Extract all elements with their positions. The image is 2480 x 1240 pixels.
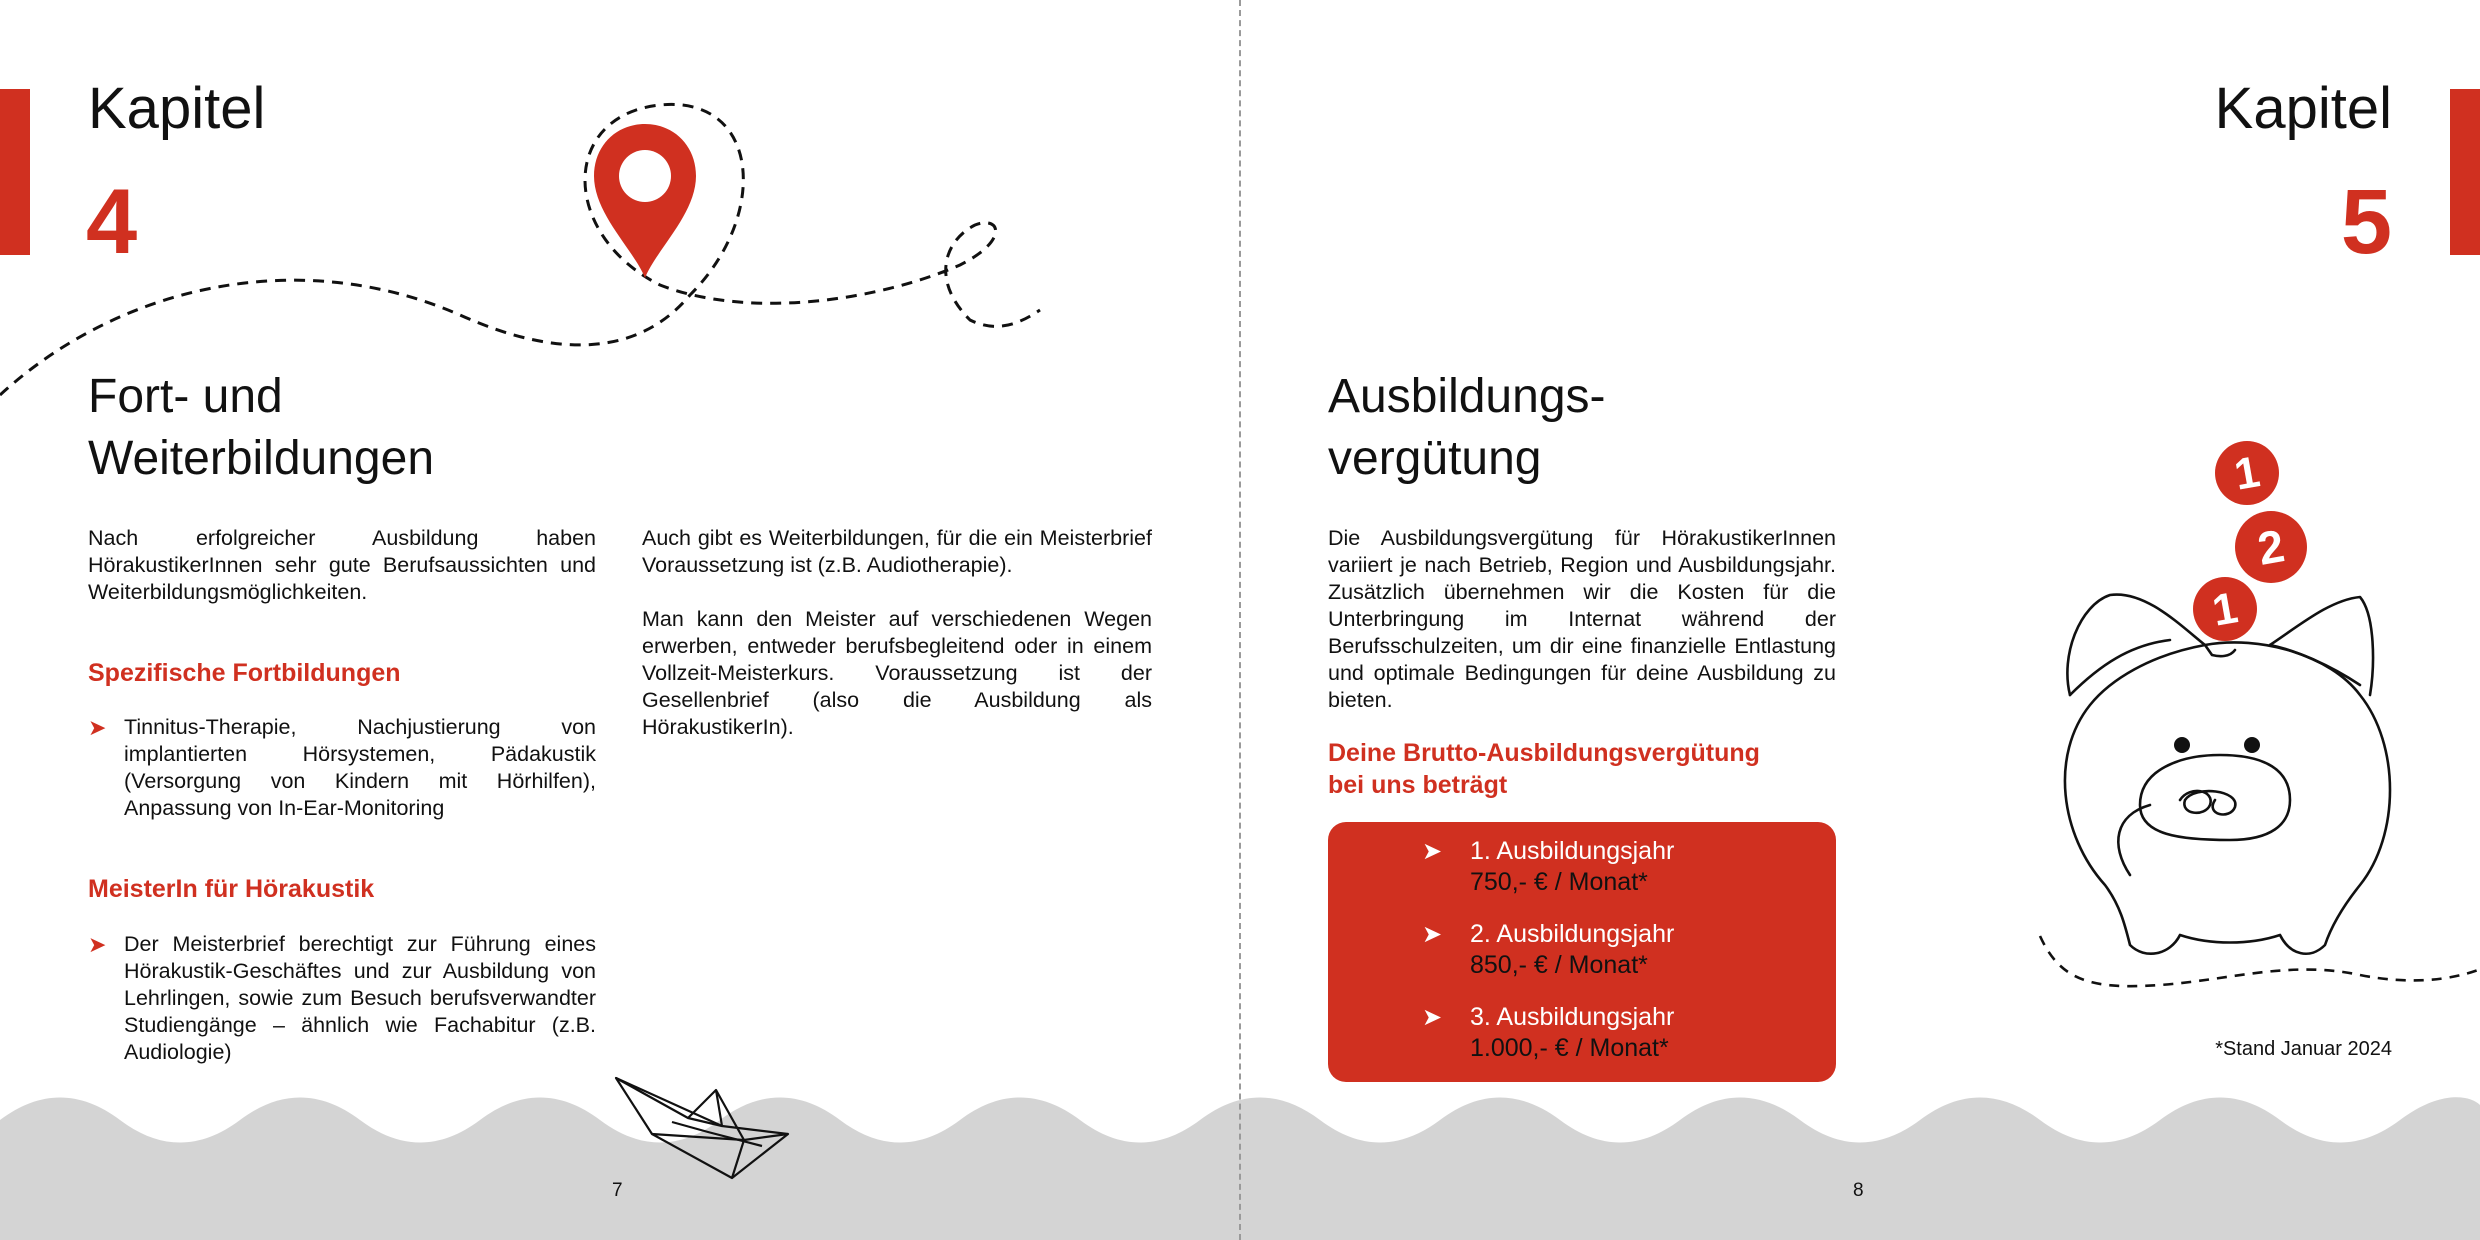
left-page-title (88, 366, 434, 490)
pay-heading (1328, 737, 1760, 801)
right-column-paragraph-2: Man kann den Meister auf verschiedenen Wegen erwerben, entweder berufsbegleitend oder in einem Vollzeit-Meisterkurs. Voraussetzung ist der Gesellenbrief (also die Ausbildung als HörakustikerIn). (642, 607, 1152, 739)
page-divider (1239, 0, 1241, 1240)
pay-item-year2 (1422, 919, 1674, 981)
pay-item-year-label: 2. Ausbildungsjahr (1470, 920, 1675, 948)
left-intro-paragraph: Nach erfolgreicher Ausbildung haben HörakustikerInnen sehr gute Berufsaussichten und Weiterbildungsmöglichkeiten. (88, 526, 596, 604)
coin-icon (2214, 440, 2280, 506)
bullet-meister (88, 931, 596, 1066)
section-heading-meister: MeisterIn für Hörakustik (88, 875, 375, 903)
section-heading-fortbildungen: Spezifische Fortbildungen (88, 659, 401, 687)
pay-item-year-label: 1. Ausbildungsjahr (1470, 837, 1675, 865)
right-page-number: 8 (1853, 1180, 1864, 1201)
left-chapter-number: 4 (86, 171, 138, 273)
bullet-arrow-icon: ➤ (88, 715, 107, 740)
pay-item-year1 (1422, 836, 1674, 898)
right-page-title (1328, 366, 1606, 490)
left-title-line2: Weiterbildungen (88, 432, 435, 485)
bullet-fortbildungen (88, 714, 596, 822)
right-title-line2: vergütung (1328, 432, 1542, 485)
location-pin-icon (592, 122, 698, 280)
pay-box (1328, 822, 1836, 1082)
bullet-text-meister: Der Meisterbrief berechtigt zur Führung eines Hörakustik-Geschäftes und zur Ausbildung von Lehrlingen, sowie zum Besuch berufsverwandter Studiengänge – ähnlich wie Fachabitur (z.B. Audiologie) (124, 932, 596, 1064)
bullet-arrow-icon: ➤ (88, 932, 107, 957)
pay-heading-line1: Deine Brutto-Ausbildungsvergütung (1328, 739, 1760, 767)
right-chapter-bar (2450, 89, 2480, 255)
pay-item-amount: 1.000,- € / Monat* (1470, 1034, 1669, 1062)
dashed-ground-line (2030, 930, 2480, 1000)
dashed-route-line (0, 95, 1050, 405)
coin-label: 2 (2253, 519, 2289, 575)
pay-item-amount: 850,- € / Monat* (1470, 951, 1648, 979)
paper-boat-icon (612, 1074, 794, 1184)
footnote: *Stand Januar 2024 (2215, 1038, 2392, 1060)
pay-heading-line2: bei uns beträgt (1328, 771, 1508, 799)
coin-label: 1 (2230, 447, 2264, 500)
left-page-number: 7 (612, 1180, 623, 1201)
left-title-line1: Fort- und (88, 370, 283, 423)
bullet-arrow-icon: ➤ (1422, 1004, 1443, 1031)
bullet-arrow-icon: ➤ (1422, 921, 1443, 948)
pay-item-amount: 750,- € / Monat* (1470, 868, 1648, 896)
right-column-paragraph-1: Auch gibt es Weiterbildungen, für die ein Meisterbrief Voraussetzung ist (z.B. Audiotherapie). (642, 526, 1152, 577)
right-chapter-number: 5 (2340, 171, 2392, 273)
coin-label: 1 (2208, 583, 2242, 636)
left-chapter-label: Kapitel (88, 76, 266, 141)
right-intro-paragraph: Die Ausbildungsvergütung für HörakustikerInnen variiert je nach Betrieb, Region und Ausbildungsjahr. Zusätzlich übernehmen wir die Kosten für die Unterbringung im Internat während der Berufsschulzeiten, um dir eine finanzielle Entlastung und optimale Bedingungen für deine Ausbildung zu bieten. (1328, 526, 1836, 712)
pay-item-year3 (1422, 1002, 1674, 1064)
right-chapter-label: Kapitel (2214, 76, 2392, 141)
coin-icon (2234, 510, 2308, 584)
bullet-text-fortbildungen: Tinnitus-Therapie, Nachjustierung von implantierten Hörsystemen, Pädakustik (Versorgung von Kindern mit Hörhilfen), Anpassung von In-Ear-Monitoring (124, 715, 596, 820)
bullet-arrow-icon: ➤ (1422, 838, 1443, 865)
right-title-line1: Ausbildungs- (1328, 370, 1606, 423)
pay-item-year-label: 3. Ausbildungsjahr (1470, 1003, 1675, 1031)
